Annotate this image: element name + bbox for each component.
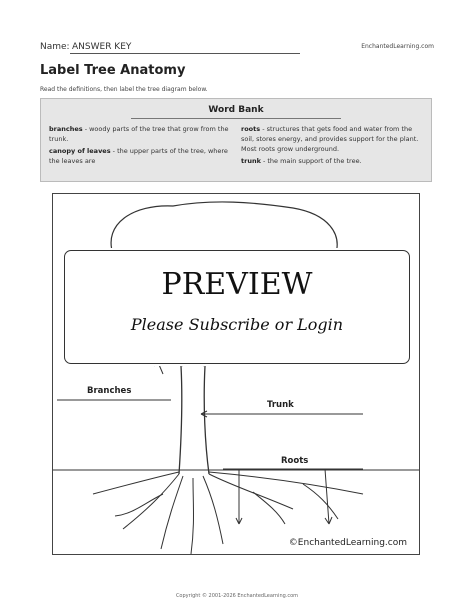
- word-bank-column-right: [241, 124, 426, 168]
- copyright-footer: Copyright © 2001-2026 EnchantedLearning.com: [175, 593, 299, 599]
- definition-branches: - woody parts of the tree that grow from the trunk.: [49, 125, 229, 143]
- word-bank-title: Word Bank: [208, 105, 264, 115]
- term-canopy: canopy of leaves: [49, 147, 111, 155]
- term-roots: roots: [241, 125, 261, 133]
- word-bank-entry-roots: [241, 124, 426, 154]
- preview-subtitle[interactable]: Please Subscribe or Login: [130, 315, 344, 334]
- definition-canopy: - the upper parts of the tree, where the leaves are: [49, 147, 228, 165]
- preview-overlay[interactable]: [64, 250, 410, 364]
- word-bank-underline: [131, 118, 341, 119]
- label-trunk: Trunk: [267, 400, 294, 410]
- definition-trunk: - the main support of the tree.: [260, 157, 362, 165]
- word-bank: [40, 98, 432, 182]
- word-bank-entry-branches: [49, 124, 229, 144]
- name-value: ANSWER KEY: [72, 42, 132, 52]
- label-roots: Roots: [281, 456, 309, 466]
- page-title: Label Tree Anatomy: [40, 63, 186, 78]
- instructions: Read the definitions, then label the tree diagram below.: [40, 86, 208, 93]
- name-label: Name:: [40, 42, 70, 52]
- trunk-shape: [179, 366, 209, 474]
- diagram-credit: ©EnchantedLearning.com: [288, 538, 407, 548]
- site-name: EnchantedLearning.com: [361, 43, 434, 50]
- name-line: [70, 53, 300, 54]
- trunk-arrow: [201, 411, 223, 417]
- definition-roots: - structures that gets food and water from the soil, stores energy, and provides support for the plant. Most roots grow underground.: [241, 125, 419, 153]
- canopy-outline: [111, 202, 337, 256]
- word-bank-column-left: [49, 124, 229, 168]
- word-bank-entry-canopy: [49, 146, 229, 166]
- roots-arrows: [236, 469, 332, 524]
- term-branches: branches: [49, 125, 83, 133]
- word-bank-entry-trunk: [241, 156, 426, 166]
- label-branches: Branches: [87, 386, 132, 396]
- preview-title: PREVIEW: [161, 267, 313, 302]
- tree-diagram: [52, 193, 420, 555]
- term-trunk: trunk: [241, 157, 261, 165]
- tree-illustration: [53, 194, 420, 555]
